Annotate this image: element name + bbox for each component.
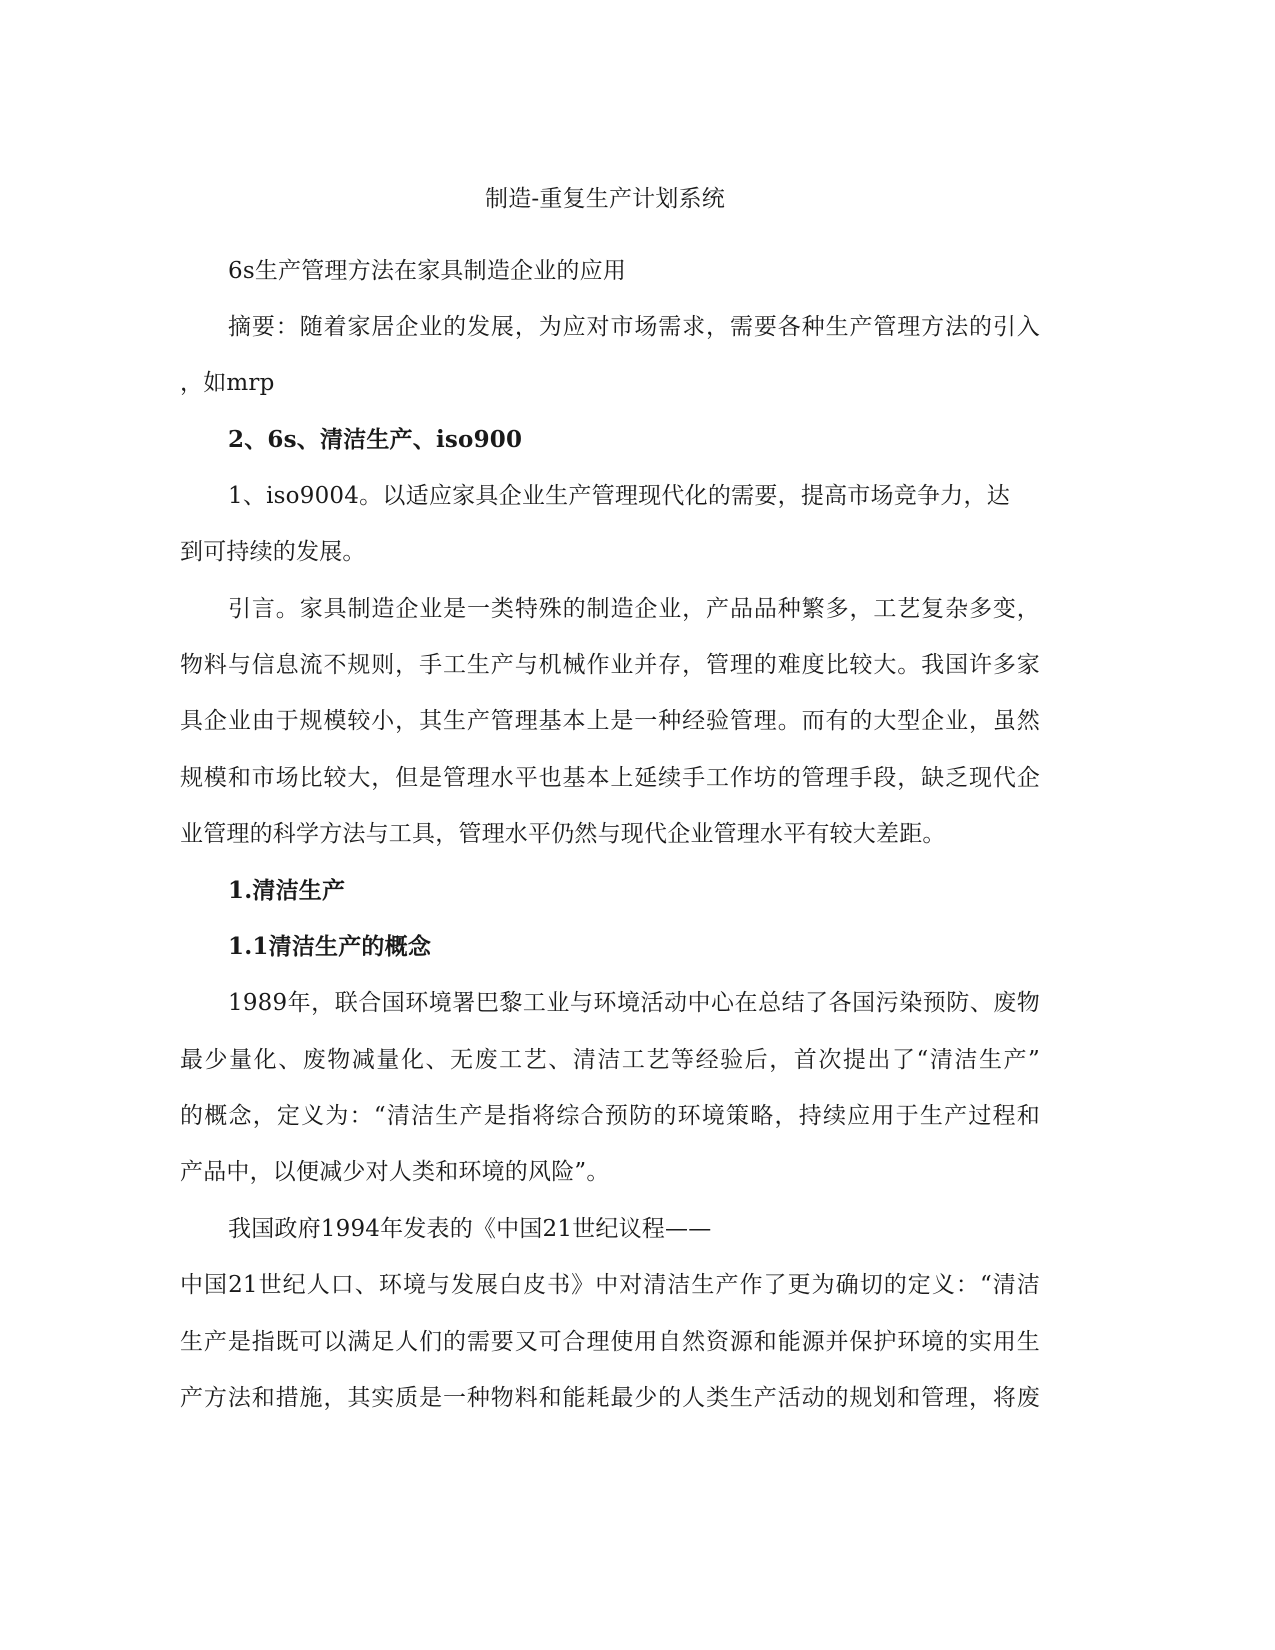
intro-line: 具企业由于规模较小，其生产管理基本上是一种经验管理。而有的大型企业，虽然 (180, 708, 1040, 734)
intro-line: 规模和市场比较大，但是管理水平也基本上延续手工作坊的管理手段，缺乏现代企 (180, 765, 1040, 791)
intro-line: 引言。家具制造企业是一类特殊的制造企业，产品品种繁多，工艺复杂多变， (228, 596, 1040, 622)
keyword-line: 1、iso9004。以适应家具企业生产管理现代化的需要，提高市场竞争力，达 (228, 483, 1010, 509)
keyword-line: 2、6s、清洁生产、iso900 (228, 426, 523, 453)
body-line: 我国政府1994年发表的《中国21世纪议程—— (228, 1216, 712, 1242)
body-line: 生产是指既可以满足人们的需要又可合理使用自然资源和能源并保护环境的实用生 (180, 1329, 1040, 1355)
abstract-line: ，如mrp (180, 370, 275, 396)
abstract-line: 摘要：随着家居企业的发展，为应对市场需求，需要各种生产管理方法的引入 (228, 314, 1040, 340)
body-line: 1989年，联合国环境署巴黎工业与环境活动中心在总结了各国污染预防、废物 (228, 990, 1040, 1016)
body-line: 最少量化、废物减量化、无废工艺、清洁工艺等经验后，首次提出了“清洁生产” (180, 1047, 1040, 1073)
subtitle-line: 6s生产管理方法在家具制造企业的应用 (228, 258, 627, 284)
intro-line: 业管理的科学方法与工具，管理水平仍然与现代企业管理水平有较大差距。 (180, 821, 946, 847)
body-line: 产品中，以便减少对人类和环境的风险”。 (180, 1159, 610, 1185)
body-line: 中国21世纪人口、环境与发展白皮书》中对清洁生产作了更为确切的定义：“清洁 (180, 1272, 1040, 1298)
body-line: 产方法和措施，其实质是一种物料和能耗最少的人类生产活动的规划和管理，将废 (180, 1385, 1040, 1411)
document-title: 制造-重复生产计划系统 (485, 186, 725, 212)
body-line: 的概念，定义为：“清洁生产是指将综合预防的环境策略，持续应用于生产过程和 (180, 1103, 1040, 1129)
intro-line: 物料与信息流不规则，手工生产与机械作业并存，管理的难度比较大。我国许多家 (180, 652, 1040, 678)
section-heading: 1.清洁生产 (228, 877, 346, 904)
keyword-line: 到可持续的发展。 (180, 539, 366, 565)
subsection-heading: 1.1清洁生产的概念 (228, 933, 432, 960)
